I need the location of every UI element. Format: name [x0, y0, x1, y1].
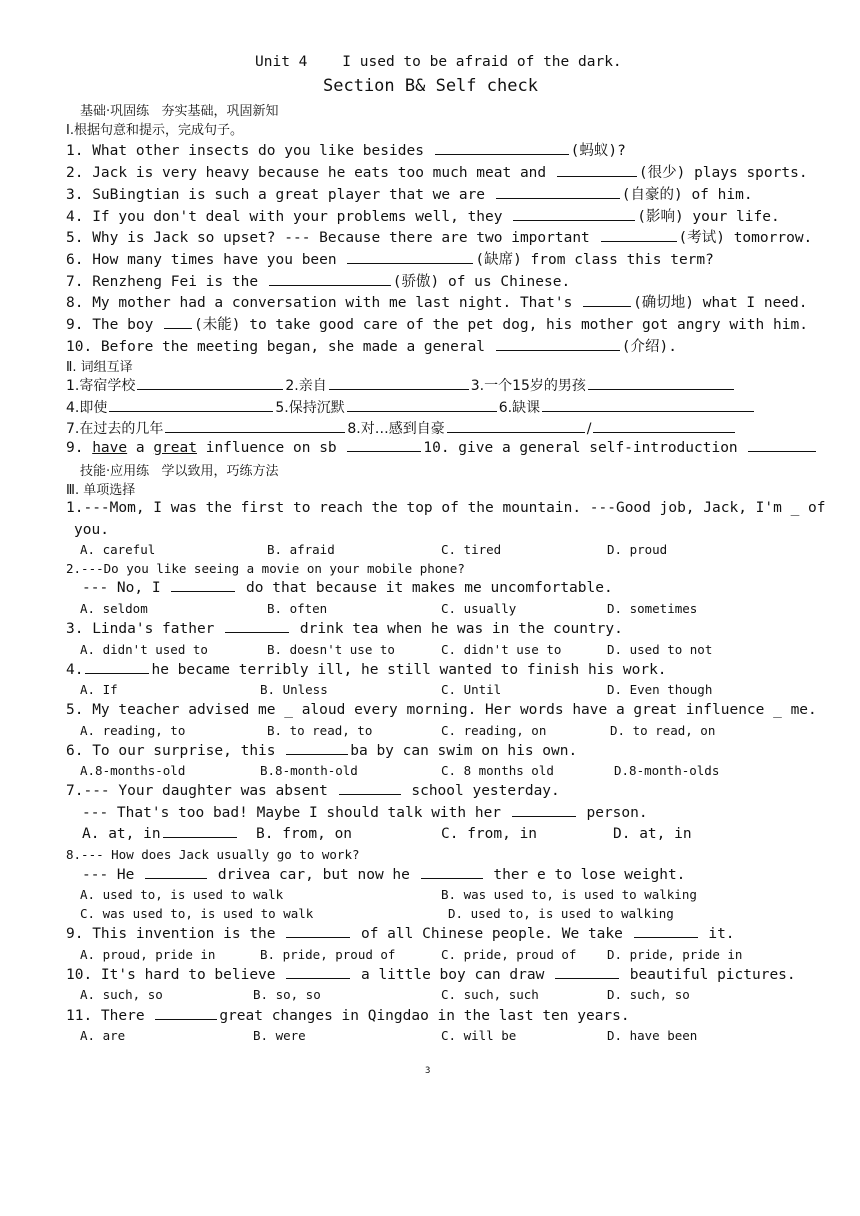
q5-line: 5. My teacher advised me _ aloud every morning. Her words have a great influence _ me. [66, 702, 817, 718]
q7-opt-d: D. at, in [613, 826, 692, 842]
s1-item-4: 4. If you don't deal with your problems well, they (影响) your life. [66, 209, 780, 225]
q3-opt-a: A. didn't used to [80, 642, 208, 657]
s1-item-1: 1. What other insects do you like besides (蚂蚁)? [66, 143, 626, 159]
s1-item-2: 2. Jack is very heavy because he eats too much meat and (很少) plays sports. [66, 165, 808, 181]
s2-row-4: 9. have a great influence on sb 10. give a general self-introduction [66, 440, 818, 456]
q3-line: 3. Linda's father drink tea when he was in the country. [66, 621, 623, 637]
q2-opt-d: D. sometimes [607, 601, 698, 616]
s1-item-6: 6. How many times have you been (缺席) from class this term? [66, 252, 714, 268]
q3-opt-c: C. didn't use to [441, 642, 562, 657]
q10-line: 10. It's hard to believe a little boy can draw beautiful pictures. [66, 967, 796, 983]
q6-opt-b: B.8-month-old [260, 763, 358, 778]
s2-row-3: 7.在过去的几年 8.对…感到自豪 / [66, 418, 737, 438]
q10-opt-a: A. such, so [80, 987, 163, 1002]
q10-opt-d: D. such, so [607, 987, 690, 1002]
section3-tag: 技能·应用练 学以致用，巧练方法 [80, 464, 279, 479]
q2-line-2: --- No, I do that because it makes me uncomfortable. [82, 580, 613, 596]
q2-opt-c: C. usually [441, 601, 517, 616]
q4-opt-c: C. Until [441, 682, 502, 697]
s2-row-2: 4.即使 5.保持沉默 6.缺课 [66, 397, 756, 417]
q9-opt-c: C. pride, proud of [441, 947, 577, 962]
q11-opt-d: D. have been [607, 1028, 698, 1043]
q4-opt-b: B. Unless [260, 682, 328, 697]
q5-opt-a: A. reading, to [80, 723, 186, 738]
q1-line-2: you. [74, 522, 109, 538]
q8-line-2: --- He drivea car, but now he ther e to lose weight. [82, 867, 686, 883]
q11-opt-a: A. are [80, 1028, 126, 1043]
q7-line-2: --- That's too bad! Maybe I should talk with her person. [82, 805, 648, 821]
q4-opt-a: A. If [80, 682, 118, 697]
q4-opt-d: D. Even though [607, 682, 713, 697]
q9-opt-a: A. proud, pride in [80, 947, 216, 962]
q11-opt-b: B. were [253, 1028, 306, 1043]
q3-opt-b: B. doesn't use to [267, 642, 395, 657]
unit-title: Unit 4 I used to be afraid of the dark. [255, 54, 622, 70]
q7-opt-b: B. from, on [256, 826, 353, 842]
s1-item-8: 8. My mother had a conversation with me last night. That's (确切地) what I need. [66, 295, 808, 311]
q8-opt-d: D. used to, is used to walking [448, 906, 674, 921]
q6-opt-d: D.8-month-olds [614, 763, 720, 778]
q7-opt-c: C. from, in [441, 826, 538, 842]
q3-opt-d: D. used to not [607, 642, 713, 657]
q1-opt-c: C. tired [441, 542, 502, 557]
q8-opt-b: B. was used to, is used to walking [441, 887, 697, 902]
q1-opt-a: A. careful [80, 542, 156, 557]
q1-opt-b: B. afraid [267, 542, 335, 557]
q6-opt-c: C. 8 months old [441, 763, 554, 778]
q7-opt-a: A. at, in [82, 826, 239, 842]
q7-line-1: 7.--- Your daughter was absent school yesterday. [66, 783, 560, 799]
q6-line: 6. To our surprise, this ba by can swim on his own. [66, 743, 578, 759]
q10-opt-b: B. so, so [253, 987, 321, 1002]
section1-heading: Ⅰ.根据句意和提示，完成句子。 [66, 123, 243, 138]
section-title: Section B& Self check [323, 76, 538, 96]
q8-line-1: 8.--- How does Jack usually go to work? [66, 847, 360, 862]
q11-opt-c: C. will be [441, 1028, 517, 1043]
s1-item-3: 3. SuBingtian is such a great player that we are (自豪的) of him. [66, 187, 753, 203]
s1-item-9: 9. The boy (未能) to take good care of the pet dog, his mother got angry with him. [66, 317, 808, 333]
q9-opt-b: B. pride, proud of [260, 947, 396, 962]
q11-line: 11. There great changes in Qingdao in the last ten years. [66, 1008, 630, 1024]
q8-opt-a: A. used to, is used to walk [80, 887, 284, 902]
s1-item-7: 7. Renzheng Fei is the (骄傲) of us Chinese. [66, 274, 571, 290]
q10-opt-c: C. such, such [441, 987, 539, 1002]
q5-opt-c: C. reading, on [441, 723, 547, 738]
s1-item-5: 5. Why is Jack so upset? --- Because there are two important (考试) tomorrow. [66, 230, 813, 246]
q2-opt-b: B. often [267, 601, 328, 616]
q5-opt-d: D. to read, on [610, 723, 716, 738]
q5-opt-b: B. to read, to [267, 723, 373, 738]
section3-heading: Ⅲ. 单项选择 [66, 483, 136, 498]
q4-line: 4. he became terribly ill, he still wanted to finish his work. [66, 662, 667, 678]
s1-item-10: 10. Before the meeting began, she made a general (介绍). [66, 339, 677, 355]
q2-opt-a: A. seldom [80, 601, 148, 616]
section2-heading: Ⅱ. 词组互译 [66, 360, 133, 375]
q6-opt-a: A.8-months-old [80, 763, 186, 778]
q9-opt-d: D. pride, pride in [607, 947, 743, 962]
q8-opt-c: C. was used to, is used to walk [80, 906, 314, 921]
q1-opt-d: D. proud [607, 542, 668, 557]
q2-line-1: 2.---Do you like seeing a movie on your mobile phone? [66, 561, 465, 576]
s2-row-1: 1.寄宿学校 2.亲自 3.一个15岁的男孩 [66, 375, 736, 395]
q1-line-1: 1.---Mom, I was the first to reach the top of the mountain. ---Good job, Jack, I'm _ of [66, 500, 826, 516]
q9-line: 9. This invention is the of all Chinese people. We take it. [66, 926, 735, 942]
section1-tag: 基础·巩固练 夯实基础，巩固新知 [80, 104, 279, 119]
page-number: 3 [425, 1066, 431, 1076]
